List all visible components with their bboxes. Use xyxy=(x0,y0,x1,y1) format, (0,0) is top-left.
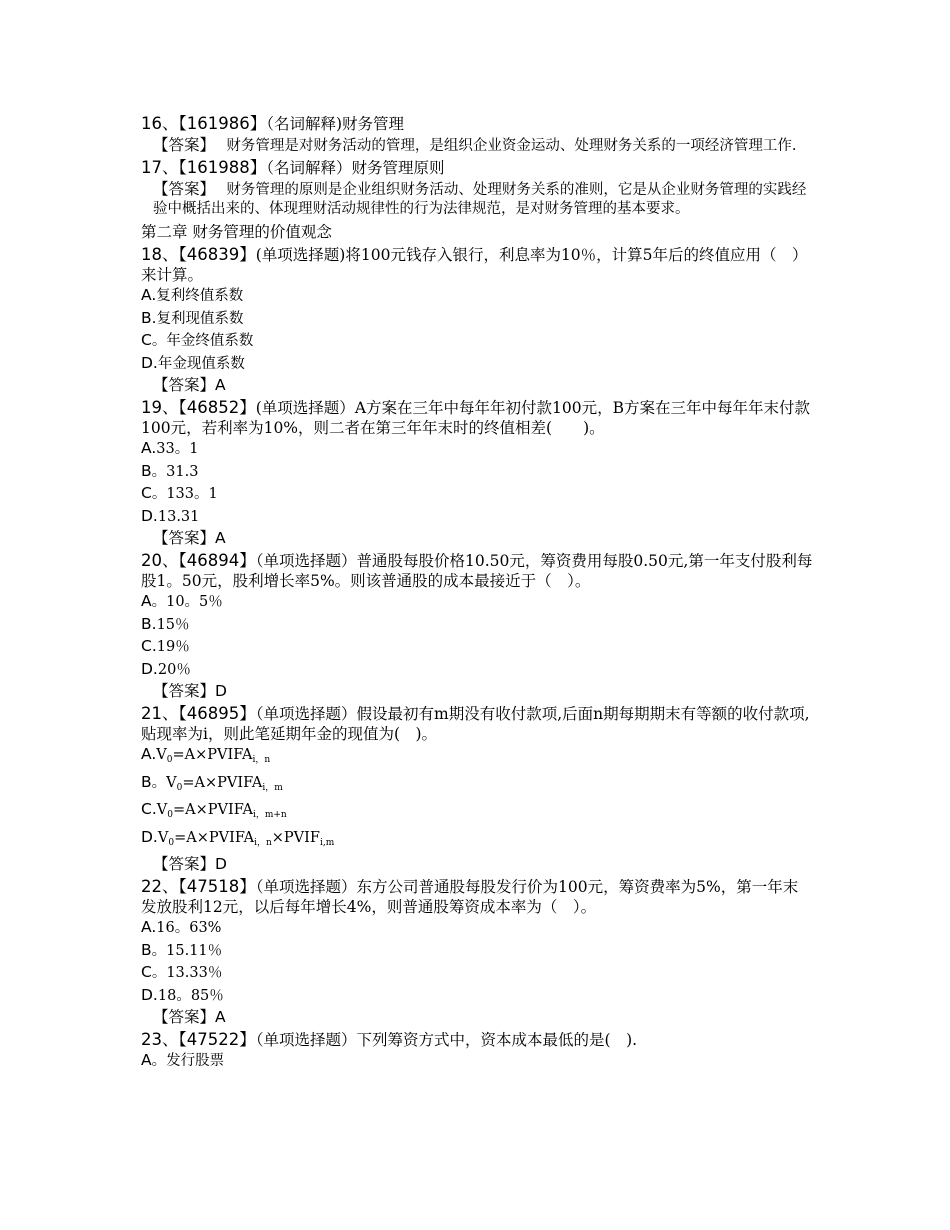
answer-option xyxy=(141,636,813,659)
question-number: 16、【161986】 xyxy=(141,114,267,133)
question-number: 21、【46895】 xyxy=(141,704,256,723)
answer-option xyxy=(141,744,813,772)
question-text: 将100元钱存入银行，利息率为10％，计算5年后的终值应用（ ）来计算。 xyxy=(141,246,808,284)
question-text: 假设最初有m期没有收付款项,后面n期每期期末有等额的收付款项,贴现率为i，则此笔延期年金的现值为( )。 xyxy=(141,705,810,743)
formula-subscript: i,m xyxy=(319,837,335,848)
answer-block xyxy=(141,180,813,219)
option-text: 13.31 xyxy=(157,508,200,525)
option-letter: C xyxy=(141,963,152,981)
answer-option xyxy=(141,772,813,800)
formula-text: V xyxy=(156,747,167,763)
answer-option xyxy=(141,353,813,376)
answer-option xyxy=(141,308,813,331)
question-heading xyxy=(141,1030,813,1050)
answer-key: 【答案】A xyxy=(153,376,226,394)
formula-subscript: i，m xyxy=(262,782,283,793)
question-number: 22、【47518】 xyxy=(141,877,256,896)
option-letter: D. xyxy=(141,353,158,372)
answer-option xyxy=(141,330,813,353)
formula-text: 。V xyxy=(151,774,177,791)
chapter-heading: 第二章 财务管理的价值观念 xyxy=(141,223,332,241)
answer-key: 【答案】A xyxy=(153,529,226,547)
answer-key: 【答案】D xyxy=(153,855,227,873)
question-type: （单项选择题） xyxy=(255,878,357,896)
option-letter: A. xyxy=(141,918,157,936)
option-text: 。133。1 xyxy=(151,486,218,502)
formula-text: ×PVIF xyxy=(271,829,320,846)
option-letter: C. xyxy=(141,637,157,655)
option-letter: D. xyxy=(141,659,158,678)
option-text: 。发行股票 xyxy=(151,1053,225,1069)
question-type: （单项选择题） xyxy=(255,705,357,723)
formula-subscript: 0 xyxy=(167,810,173,820)
option-letter: B. xyxy=(141,614,157,633)
question-type: （单项选择题） xyxy=(255,552,357,570)
option-letter: A. xyxy=(141,286,157,304)
option-text: 18。85％ xyxy=(157,987,224,1004)
option-letter: D. xyxy=(141,506,158,525)
question-text: 下列筹资方式中，资本成本最低的是( ). xyxy=(356,1031,638,1049)
formula-subscript: 0 xyxy=(168,837,175,848)
option-letter: C xyxy=(141,484,152,502)
formula-text: =A×PVIFA xyxy=(172,802,253,818)
formula-subscript: 0 xyxy=(176,782,183,793)
question-heading xyxy=(141,704,813,744)
question-type: （名词解释) xyxy=(266,115,343,133)
answer-block xyxy=(141,136,813,156)
answer-text: 财务管理的原则是企业组织财务活动、处理财务关系的准则，它是从企业财务管理的实践经验中概括出来的、体现理财活动规律性的行为法律规范，是对财务管理的基本要求。 xyxy=(153,182,807,217)
document-body xyxy=(141,112,813,1073)
question-number: 17、【161988】 xyxy=(141,158,267,177)
formula-text: =A×PVIFA xyxy=(172,747,253,763)
answer-tag: 【答案】 xyxy=(153,136,208,154)
question-heading xyxy=(141,877,813,917)
option-letter: A xyxy=(141,592,152,610)
option-text: 。10。5％ xyxy=(151,594,223,610)
option-text: 20％ xyxy=(157,661,191,678)
question-type: (单项选择题) xyxy=(255,246,346,264)
answer-key: 【答案】D xyxy=(153,682,227,700)
option-letter: C xyxy=(141,331,152,349)
answer-key: 【答案】A xyxy=(153,1008,226,1026)
option-text: 复利终值系数 xyxy=(156,288,244,304)
answer-option xyxy=(141,506,813,529)
option-letter: A. xyxy=(141,745,157,763)
formula-text: V xyxy=(156,802,168,818)
answer-text: 财务管理是对财务活动的管理，是组织企业资金运动、处理财务关系的一项经济管理工作. xyxy=(207,138,797,154)
option-letter: C. xyxy=(141,800,157,818)
option-letter: B xyxy=(141,461,152,480)
question-number: 18、【46839】 xyxy=(141,245,256,264)
question-text: 东方公司普通股每股发行价为100元，筹资费率为5%，第一年末发放股利12元，以后每年增长4%，则普通股筹资成本率为（ ）。 xyxy=(141,878,799,916)
option-letter: B xyxy=(141,940,152,959)
question-heading xyxy=(141,245,813,285)
option-text: 。年金终值系数 xyxy=(151,333,254,349)
question-heading xyxy=(141,551,813,591)
option-text: 。13.33％ xyxy=(151,965,223,981)
answer-option xyxy=(141,962,813,985)
answer-option xyxy=(141,917,813,940)
option-text: 。15.11％ xyxy=(151,942,223,959)
answer-option xyxy=(141,1050,813,1073)
formula-text: =A×PVIFA xyxy=(174,829,255,846)
option-text: 。31.3 xyxy=(151,463,199,480)
question-heading xyxy=(141,398,813,438)
question-heading xyxy=(141,114,813,134)
answer-tag: 【答案】 xyxy=(153,180,208,198)
question-number: 19、【46852】 xyxy=(141,398,256,417)
answer-option xyxy=(141,985,813,1008)
option-letter: B xyxy=(141,772,152,791)
answer-option xyxy=(141,461,813,484)
formula-text: =A×PVIFA xyxy=(182,774,263,791)
question-type: (单项选择题） xyxy=(255,399,355,417)
question-text: 财务管理原则 xyxy=(351,159,445,177)
option-text: 年金现值系数 xyxy=(157,355,245,372)
option-text: 15％ xyxy=(156,616,190,633)
option-letter: A xyxy=(141,1051,152,1069)
formula-subscript: 0 xyxy=(166,755,173,765)
answer-option xyxy=(141,940,813,963)
question-text: 财务管理 xyxy=(342,115,405,133)
option-text: 33。1 xyxy=(156,441,199,457)
option-text: 16。63% xyxy=(156,920,222,936)
formula-subscript: i，n xyxy=(254,837,272,848)
option-letter: A. xyxy=(141,439,157,457)
answer-option xyxy=(141,285,813,308)
option-text: 19％ xyxy=(156,639,190,655)
answer-option xyxy=(141,438,813,461)
answer-option xyxy=(141,827,813,855)
question-heading xyxy=(141,158,813,178)
formula-subscript: i，n xyxy=(252,755,271,765)
question-text: 普通股每股价格10.50元，筹资费用每股0.50元,第一年支付股利每股1。50元，股利增长率5%。则该普通股的成本最接近于（ ）。 xyxy=(141,552,813,590)
formula-subscript: i，m+n xyxy=(252,810,287,820)
answer-option xyxy=(141,483,813,506)
option-letter: D. xyxy=(141,985,158,1004)
question-type: （单项选择题） xyxy=(255,1031,357,1049)
answer-option xyxy=(141,659,813,682)
option-letter: B. xyxy=(141,308,157,327)
answer-option xyxy=(141,799,813,827)
option-text: 复利现值系数 xyxy=(156,310,244,327)
option-letter: D. xyxy=(141,827,158,846)
answer-option xyxy=(141,591,813,614)
question-type: （名词解释） xyxy=(266,159,352,177)
question-text: A方案在三年中每年年初付款100元，B方案在三年中每年年末付款100元，若利率为10%，则二者在第三年年末时的终值相差( )。 xyxy=(141,399,810,437)
answer-option xyxy=(141,614,813,637)
formula-text: V xyxy=(157,829,169,846)
question-number: 20、【46894】 xyxy=(141,551,256,570)
question-number: 23、【47522】 xyxy=(141,1030,256,1049)
